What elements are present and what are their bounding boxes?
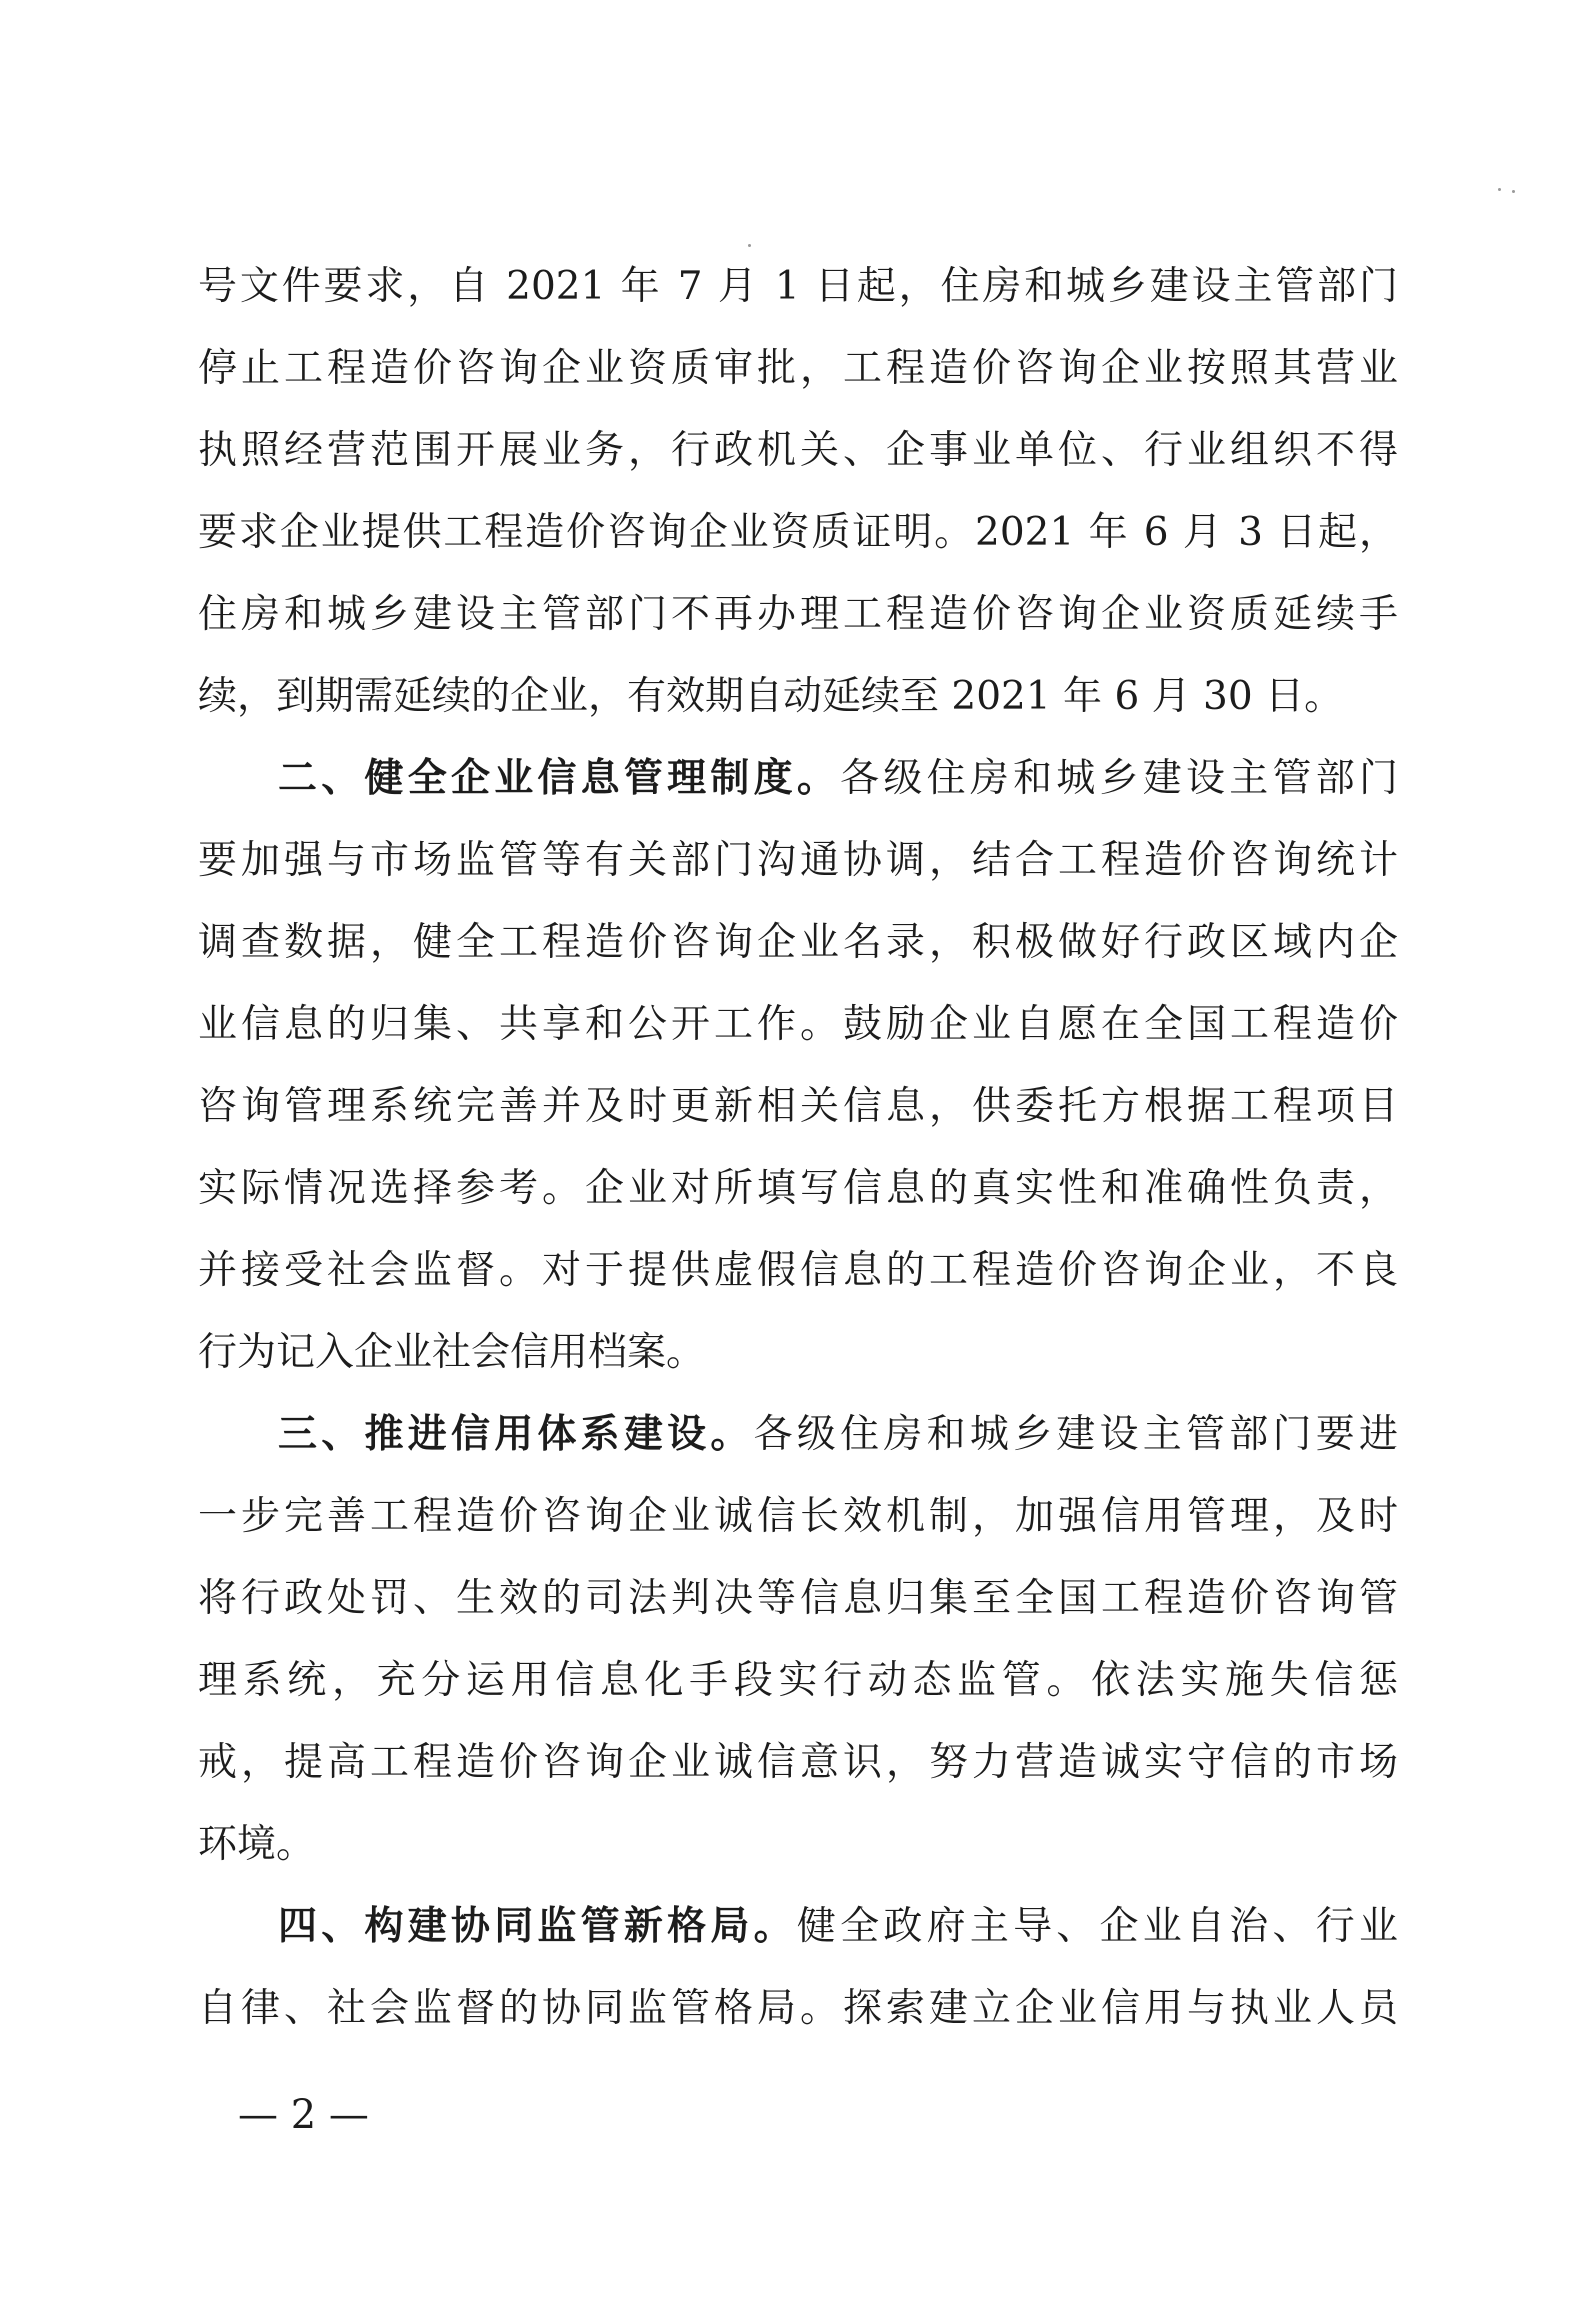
section-heading: 四、构建协同监管新格局。	[278, 1904, 797, 1949]
body-line: 将行政处罚、生效的司法判决等信息归集至全国工程造价咨询管	[198, 1576, 1398, 1621]
body-line: 执照经营范围开展业务，行政机关、企事业单位、行业组织不得	[198, 428, 1398, 473]
section-three-first-line	[278, 1400, 1398, 1470]
section-heading: 三、推进信用体系建设。	[278, 1412, 754, 1457]
body-line: 戒，提高工程造价咨询企业诚信意识，努力营造诚实守信的市场	[198, 1740, 1398, 1785]
body-line: 自律、社会监督的协同监管格局。探索建立企业信用与执业人员	[198, 1986, 1398, 2031]
section-text: 各级住房和城乡建设主管部门	[840, 756, 1398, 801]
body-line: 环境。	[198, 1822, 316, 1867]
section-heading: 二、健全企业信息管理制度。	[278, 756, 841, 801]
page-number: — 2 —	[238, 2092, 369, 2138]
body-line: 续，到期需延续的企业，有效期自动延续至 2021 年 6 月 30 日。	[198, 674, 1344, 719]
body-line: 实际情况选择参考。企业对所填写信息的真实性和准确性负责，	[198, 1166, 1398, 1211]
body-line: 咨询管理系统完善并及时更新相关信息，供委托方根据工程项目	[198, 1084, 1398, 1129]
scan-speck	[1512, 190, 1515, 193]
body-line: 行为记入企业社会信用档案。	[198, 1330, 706, 1375]
body-line: 调查数据，健全工程造价咨询企业名录，积极做好行政区域内企	[198, 920, 1398, 965]
body-line: 住房和城乡建设主管部门不再办理工程造价咨询企业资质延续手	[198, 592, 1398, 637]
body-line: 业信息的归集、共享和公开工作。鼓励企业自愿在全国工程造价	[198, 1002, 1398, 1047]
body-line: 号文件要求，自 2021 年 7 月 1 日起，住房和城乡建设主管部门	[198, 264, 1398, 309]
scan-speck	[748, 244, 751, 247]
body-line: 要求企业提供工程造价咨询企业资质证明。2021 年 6 月 3 日起，	[198, 510, 1398, 555]
section-two-first-line	[278, 744, 1398, 814]
body-line: 要加强与市场监管等有关部门沟通协调，结合工程造价咨询统计	[198, 838, 1398, 883]
section-text: 各级住房和城乡建设主管部门要进	[753, 1412, 1398, 1457]
section-four-first-line	[278, 1892, 1398, 1962]
body-line: 停止工程造价咨询企业资质审批，工程造价咨询企业按照其营业	[198, 346, 1398, 391]
body-line: 理系统，充分运用信息化手段实行动态监管。依法实施失信惩	[198, 1658, 1398, 1703]
body-line: 一步完善工程造价咨询企业诚信长效机制，加强信用管理，及时	[198, 1494, 1398, 1539]
body-line: 并接受社会监督。对于提供虚假信息的工程造价咨询企业，不良	[198, 1248, 1398, 1293]
scan-speck	[1498, 188, 1501, 191]
section-text: 健全政府主导、企业自治、行业	[796, 1904, 1398, 1949]
